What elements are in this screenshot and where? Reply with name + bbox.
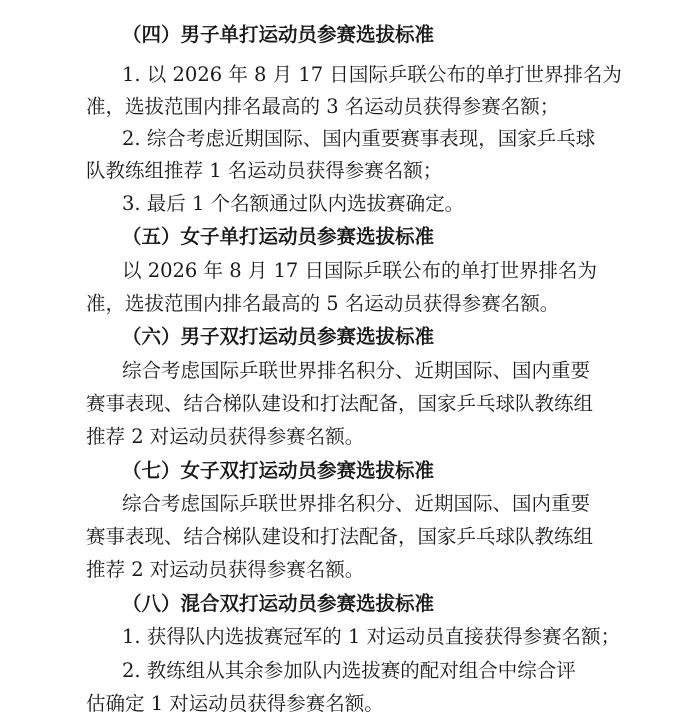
- paragraph-line: 1. 获得队内选拔赛冠军的 1 对运动员直接获得参赛名额；: [122, 625, 621, 648]
- paragraph-line: 赛事表现、结合梯队建设和打法配备，国家乒乓球队教练组: [86, 525, 594, 548]
- section-heading: （六）男子双打运动员参赛选拔标准: [122, 325, 435, 348]
- paragraph-line: 以 2026 年 8 月 17 日国际乒联公布的单打世界排名为: [122, 259, 598, 282]
- section-heading: （四）男子单打运动员参赛选拔标准: [122, 23, 435, 46]
- paragraph-line: 赛事表现、结合梯队建设和打法配备，国家乒乓球队教练组: [86, 392, 594, 415]
- paragraph-line: 2. 教练组从其余参加队内选拔赛的配对组合中综合评: [122, 659, 576, 682]
- paragraph-line: 3. 最后 1 个名额通过队内选拔赛确定。: [122, 192, 465, 215]
- paragraph-line: 综合考虑国际乒联世界排名积分、近期国际、国内重要: [122, 359, 591, 382]
- paragraph-line: 推荐 2 对运动员获得参赛名额。: [86, 425, 365, 448]
- paragraph-line: 综合考虑国际乒联世界排名积分、近期国际、国内重要: [122, 492, 591, 515]
- paragraph-line: 估确定 1 对运动员获得参赛名额。: [86, 692, 384, 715]
- paragraph-line: 2. 综合考虑近期国际、国内重要赛事表现，国家乒乓球: [122, 127, 596, 150]
- section-heading: （五）女子单打运动员参赛选拔标准: [122, 225, 435, 248]
- paragraph-line: 推荐 2 对运动员获得参赛名额。: [86, 558, 365, 581]
- paragraph-line: 队教练组推荐 1 名运动员获得参赛名额；: [86, 159, 443, 182]
- section-heading: （七）女子双打运动员参赛选拔标准: [122, 459, 435, 482]
- section-heading: （八）混合双打运动员参赛选拔标准: [122, 592, 435, 615]
- paragraph-line: 准，选拔范围内排名最高的 5 名运动员获得参赛名额。: [86, 292, 560, 315]
- paragraph-line: 1. 以 2026 年 8 月 17 日国际乒联公布的单打世界排名为: [122, 63, 622, 86]
- paragraph-line: 准，选拔范围内排名最高的 3 名运动员获得参赛名额；: [86, 95, 560, 118]
